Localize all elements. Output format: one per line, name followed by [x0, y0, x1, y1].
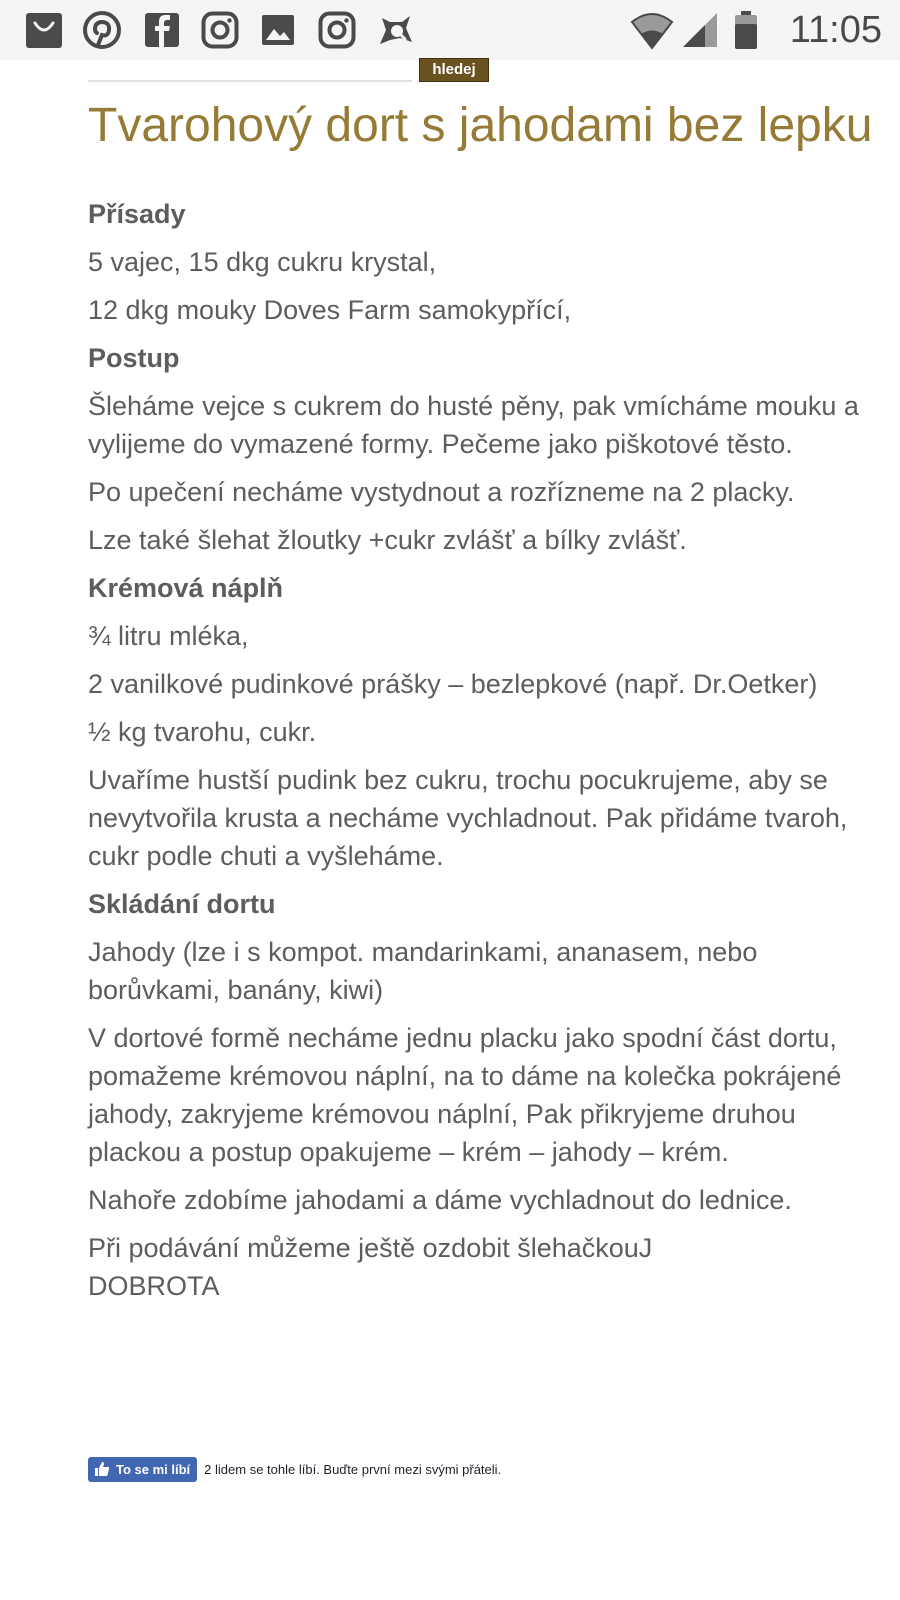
ingredients-heading: Přísady — [88, 199, 186, 229]
assembly-heading: Skládání dortu — [88, 889, 276, 919]
procedure-paragraph: Po upečení necháme vystydnout a rozřízneme na 2 placky. — [88, 477, 795, 507]
facebook-icon — [140, 8, 184, 52]
clock-time: 11:05 — [789, 9, 882, 51]
instagram-icon — [315, 8, 359, 52]
procedure-paragraph: Lze také šlehat žloutky +cukr zvlášť a bílky zvlášť. — [88, 525, 687, 555]
procedure-paragraph: Šleháme vejce s cukrem do husté pěny, pak vmícháme mouku a vylijeme do vymazené formy. Pečeme jako piškotové těsto. — [88, 391, 859, 459]
main-content — [88, 96, 888, 1315]
filling-line: 2 vanilkové pudinkové prášky – bezlepkové (např. Dr.Oetker) — [88, 669, 818, 699]
search-bar — [88, 58, 492, 84]
closing-line: DOBROTA — [88, 1271, 220, 1301]
gallery-icon — [256, 8, 300, 52]
signal-icon — [678, 8, 722, 52]
assembly-paragraph: V dortové formě necháme jednu placku jako spodní část dortu, pomažeme krémovou náplní, na to dáme na kolečka pokrájené jahody, zakryjeme krémovou náplní, Pak přikryjeme druhou plackou a postup opakujeme – krém – jahody – krém. — [88, 1023, 842, 1167]
app-icon — [374, 8, 418, 52]
filling-line: ½ kg tvarohu, cukr. — [88, 717, 317, 747]
like-count-text: 2 lidem se tohle líbí. Buďte první mezi svými přáteli. — [204, 1461, 502, 1477]
search-button[interactable]: hledej — [419, 58, 489, 82]
assembly-paragraph: Při podávání můžeme ještě ozdobit šlehačkouJ — [88, 1233, 653, 1263]
status-bar — [0, 0, 900, 60]
procedure-heading: Postup — [88, 343, 180, 373]
filling-paragraph: Uvaříme hustší pudink bez cukru, trochu pocukrujeme, aby se nevytvořila krusta a necháme vychladnout. Pak přidáme tvaroh, cukr podle chuti a vyšleháme. — [88, 765, 848, 871]
ingredient-line: 12 dkg mouky Doves Farm samokypřící, — [88, 295, 572, 325]
page-title: Tvarohový dort s jahodami bez lepku — [88, 99, 873, 152]
thumbs-up-icon — [94, 1461, 110, 1477]
search-input[interactable] — [88, 58, 412, 82]
filling-heading: Krémová náplň — [88, 573, 284, 603]
pinterest-icon — [80, 8, 124, 52]
shopping-bag-icon — [22, 8, 66, 52]
like-button[interactable] — [88, 1457, 197, 1482]
ingredient-line: 5 vajec, 15 dkg cukru krystal, — [88, 247, 437, 277]
filling-line: ¾ litru mléka, — [88, 621, 249, 651]
like-button-label: To se mi líbí — [116, 1461, 191, 1477]
battery-icon — [724, 8, 768, 52]
recipe-article — [88, 195, 888, 1305]
assembly-paragraph: Nahoře zdobíme jahodami a dáme vychladnout do lednice. — [88, 1185, 792, 1215]
assembly-paragraph: Jahody (lze i s kompot. mandarinkami, ananasem, nebo borůvkami, banány, kiwi) — [88, 937, 758, 1005]
facebook-like-widget — [88, 1456, 501, 1482]
instagram-icon — [198, 8, 242, 52]
wifi-icon — [630, 8, 674, 52]
